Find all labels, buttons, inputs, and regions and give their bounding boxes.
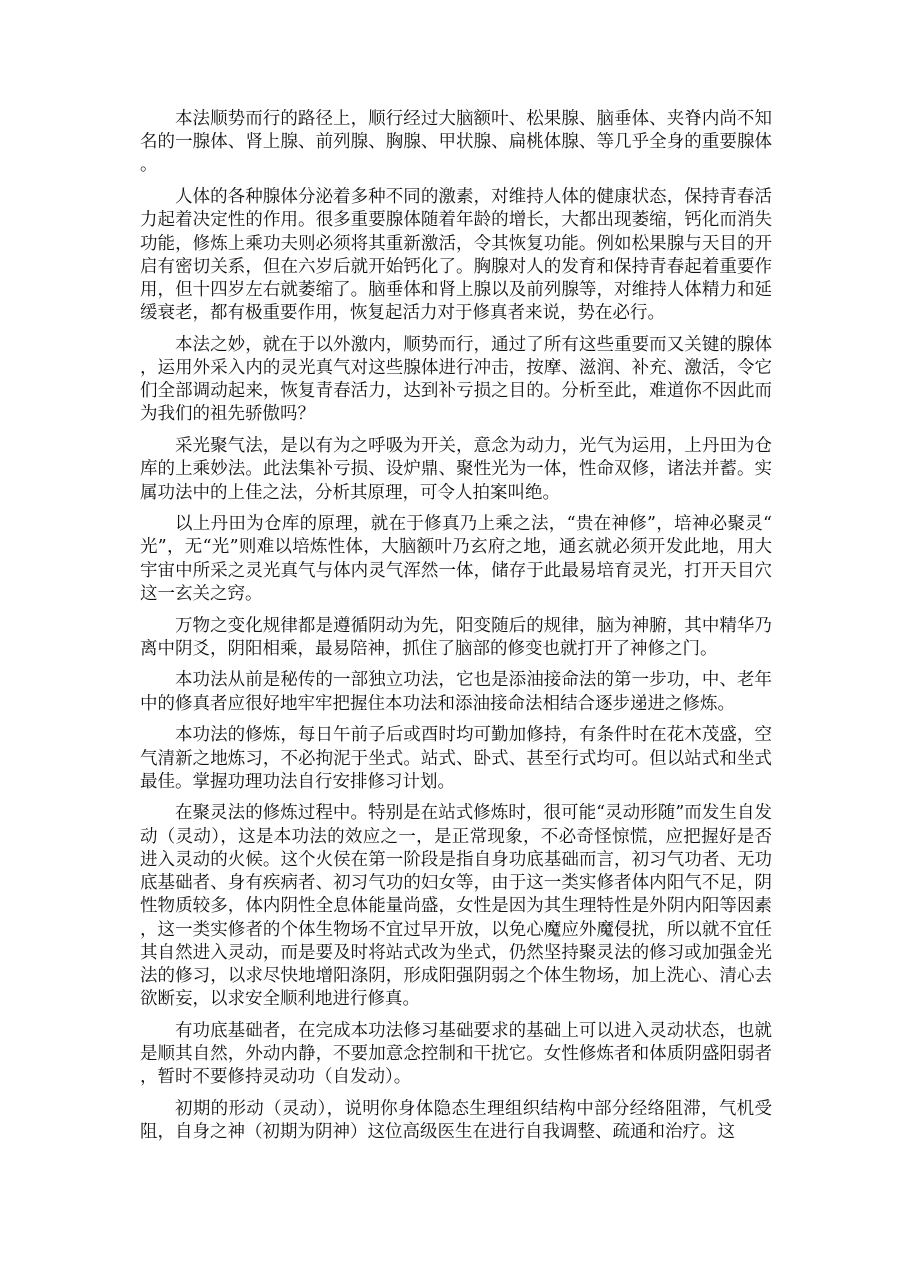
paragraph: 万物之变化规律都是遵循阴动为先，阳变随后的规律，脑为神腑，其中精华乃离中阴爻，阴阳相乘，最易陪神，抓住了脑部的修变也就打开了神修之门。 <box>140 615 772 659</box>
paragraph: 人体的各种腺体分泌着多种不同的激素，对维持人体的健康状态，保持青春活力起着决定性的作用。很多重要腺体随着年龄的增长，大都出现萎缩，钙化而消失功能，修炼上乘功夫则必须将其重新激活，令其恢复功能。例如松果腺与天目的开启有密切关系，但在六岁后就开始钙化了。胸腺对人的发育和保持青春起着重要作用，但十四岁左右就萎缩了。脑垂体和肾上腺以及前列腺等，对维持人体精力和延缓衰老，都有极重要作用，恢复起活力对于修真者来说，势在必行。 <box>140 187 772 324</box>
paragraph: 以上丹田为仓库的原理，就在于修真乃上乘之法，“贵在神修”，培神必聚灵“光”，无“光”则难以培炼性体，大脑额叶乃玄府之地，通玄就必须开发此地，用大宇宙中所采之灵光真气与体内灵气浑然一体，储存于此最易培育灵光，打开天目穴这一玄关之窍。 <box>140 514 772 604</box>
paragraph: 采光聚气法，是以有为之呼吸为开关，意念为动力，光气为运用，上丹田为仓库的上乘妙法。此法集补亏损、设炉鼎、聚性光为一体，性命双修，诸法并蓄。实属功法中的上佳之法，分析其原理，可令人拍案叫绝。 <box>140 436 772 503</box>
paragraph: 本法之妙，就在于以外激内，顺势而行，通过了所有这些重要而又关键的腺体，运用外采入内的灵光真气对这些腺体进行冲击，按摩、滋润、补充、激活，令它们全部调动起来，恢复青春活力，达到补亏损之目的。分析至此，难道你不因此而为我们的祖先骄傲吗？ <box>140 334 772 425</box>
paragraph: 有功底基础者，在完成本功法修习基础要求的基础上可以进入灵动状态，也就是顺其自然，外动内静，不要加意念控制和干扰它。女性修炼者和体质阴盛阳弱者，暂时不要修持灵动功（自发动）。 <box>140 1020 772 1088</box>
paragraph: 本功法的修炼，每日午前子后或酉时均可勤加修持，有条件时在花木茂盛，空气清新之地炼习，不必拘泥于坐式。站式、卧式、甚至行式均可。但以站式和坐式最佳。掌握功理功法自行安排修习计划。 <box>140 725 772 792</box>
document-body <box>140 108 772 1153</box>
paragraph: 本功法从前是秘传的一部独立功法，它也是添油接命法的第一步功，中、老年中的修真者应很好地牢牢把握住本功法和添油接命法相结合逐步递进之修炼。 <box>140 670 772 714</box>
paragraph: 本法顺势而行的路径上，顺行经过大脑额叶、松果腺、脑垂体、夹脊内尚不知名的一腺体、肾上腺、前列腺、胸腺、甲状腺、扁桃体腺、等几乎全身的重要腺体。 <box>140 109 772 176</box>
paragraph: 初期的形动（灵动），说明你身体隐态生理组织结构中部分经络阻滞，气机受阻，自身之神（初期为阴神）这位高级医生在进行自我调整、疏通和治疗。这 <box>140 1098 772 1143</box>
paragraph: 在聚灵法的修炼过程中。特别是在站式修炼时，很可能“灵动形随”而发生自发动（灵动），这是本功法的效应之一，是正常现象，不必奇怪惊慌，应把握好是否进入灵动的火候。这个火侯在第一阶段是指自身功底基础而言，初习气功者、无功底基础者、身有疾病者、初习气功的妇女等，由于这一类实修者体内阳气不足，阴性物质较多，体内阴性全息体能量尚盛，女性是因为其生理特性是外阴内阳等因素，这一类实修者的个体生物场不宜过早开放，以免心魔应外魔侵扰，所以就不宜任其自然进入灵动，而是要及时将站式改为坐式，仍然坚持聚灵法的修习或加强金光法的修习，以求尽快地增阳涤阴，形成阳强阴弱之个体生物场，加上洗心、清心去欲断妄，以求安全顺利地进行修真。 <box>140 803 772 1010</box>
